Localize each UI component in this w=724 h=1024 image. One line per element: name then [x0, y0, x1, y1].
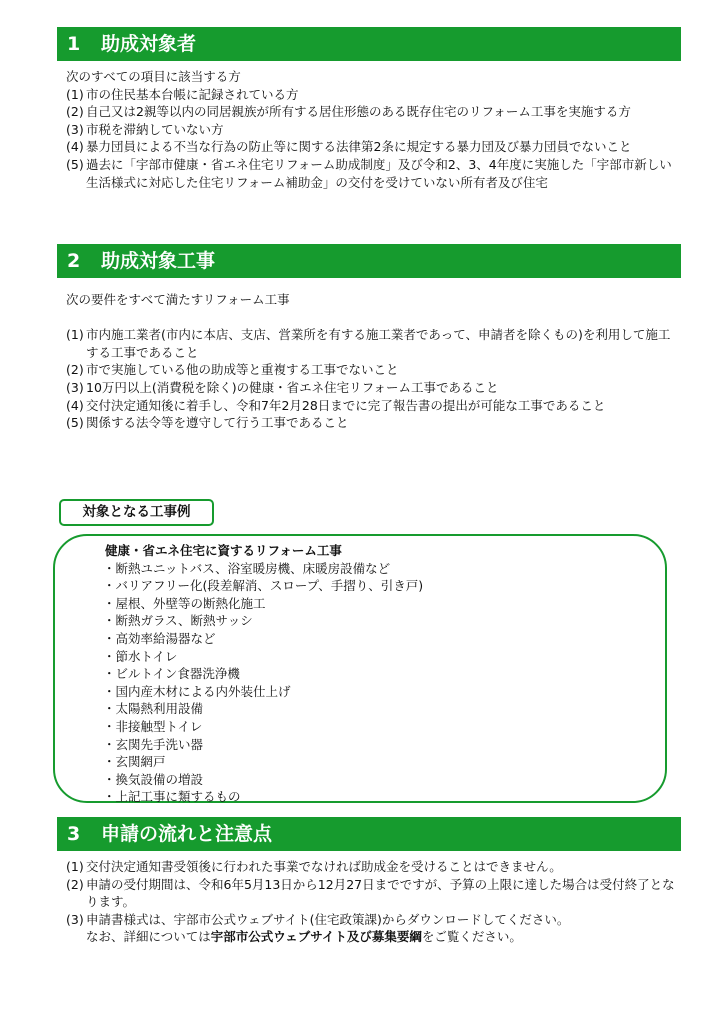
website-and-guidelines-emphasis: 宇部市公式ウェブサイト及び募集要綱 [210, 929, 422, 945]
list-item [66, 138, 676, 156]
item-number: (3) [66, 379, 84, 395]
item-text: 市税を滞納していない方 [86, 121, 224, 137]
example-item: ・節水トイレ [103, 648, 178, 664]
example-item: ・玄関先手洗い器 [103, 736, 204, 752]
examples-heading: 健康・省エネ住宅に資するリフォーム工事 [105, 543, 342, 558]
list-item [66, 103, 676, 121]
item-text-note: なお、詳細については [86, 929, 211, 945]
example-item: ・非接触型トイレ [103, 718, 203, 734]
section-1-body [66, 68, 676, 191]
list-item [66, 379, 676, 397]
item-number: (4) [66, 139, 84, 155]
item-text: 過去に「宇部市健康・省エネ住宅リフォーム助成制度」及び令和2、3、4年度に実施した「宇部市新しい生活様式に対応した住宅リフォーム補助金」の交付を受けていない所有者及び住宅 [86, 156, 672, 190]
item-text: 交付決定通知後に着手し、令和7年2月28日までに完了報告書の提出が可能な工事であること [86, 397, 606, 413]
list-item [66, 858, 676, 876]
item-text: 暴力団員による不当な行為の防止等に関する法律第2条に規定する暴力団及び暴力団員でないこと [86, 139, 632, 155]
section-number: 1 [67, 33, 81, 55]
list-item [66, 414, 676, 432]
section-title: 助成対象者 [101, 33, 197, 55]
item-text: 申請の受付期間は、令和6年5月13日から12月27日までですが、予算の上限に達した場合は受付終了となります。 [86, 876, 675, 910]
item-number: (1) [66, 327, 84, 343]
section-title: 助成対象工事 [101, 250, 216, 272]
item-number: (5) [66, 415, 84, 431]
item-number: (3) [66, 911, 84, 927]
item-text: 市内施工業者(市内に本店、支店、営業所を有する施工業者であって、申請者を除くもの)を利用して施工する工事であること [86, 327, 671, 360]
example-item: ・上記工事に類するもの [103, 789, 241, 805]
section-title: 申請の流れと注意点 [101, 823, 273, 845]
item-number: (3) [66, 121, 84, 137]
example-item: ・バリアフリー化(段差解消、スロープ、手摺り、引き戸) [103, 578, 424, 594]
item-number: (2) [66, 104, 84, 120]
item-number: (5) [66, 156, 84, 172]
list-item [66, 121, 676, 139]
section-2-body [66, 291, 676, 432]
section-3-header [57, 817, 681, 851]
list-item [66, 911, 676, 946]
examples-tag: 対象となる工事例 [59, 499, 214, 526]
example-item: ・屋根、外壁等の断熱化施工 [103, 595, 266, 611]
list-item [66, 397, 676, 415]
example-item: ・高効率給湯器など [103, 630, 216, 646]
item-text: 自己又は2親等以内の同居親族が所有する居住形態のある既存住宅のリフォーム工事を実施する方 [86, 104, 631, 120]
item-text: 関係する法令等を遵守して行う工事であること [86, 415, 349, 431]
item-text: 交付決定通知書受領後に行われた事業でなければ助成金を受けることはできません。 [86, 859, 562, 874]
section-number: 3 [67, 823, 81, 845]
item-text: 市で実施している他の助成等と重複する工事でないこと [86, 362, 399, 378]
list-item [66, 86, 676, 104]
section-2-header [57, 244, 681, 278]
section-1-header [57, 27, 681, 61]
section-3-body [66, 858, 676, 946]
example-item: ・断熱ユニットバス、浴室暖房機、床暖房設備など [103, 560, 391, 576]
item-text-note-end: をご覧ください。 [421, 929, 522, 945]
list-item [66, 326, 676, 361]
example-item: ・換気設備の増設 [103, 771, 204, 787]
item-number: (1) [66, 86, 84, 102]
example-item: ・玄関網戸 [103, 754, 166, 770]
list-item [66, 361, 676, 379]
item-text: 市の住民基本台帳に記録されている方 [86, 86, 299, 102]
example-item: ・太陽熱利用設備 [103, 701, 204, 717]
list-item [66, 876, 676, 911]
item-number: (2) [66, 362, 84, 378]
section-intro: 次の要件をすべて満たすリフォーム工事 [66, 292, 290, 307]
item-text: 申請書様式は、宇部市公式ウェブサイト(住宅政策課)からダウンロードしてください。 [86, 911, 570, 927]
item-number: (4) [66, 397, 84, 413]
list-item [66, 156, 676, 191]
item-number: (2) [66, 876, 84, 892]
item-number: (1) [66, 859, 84, 874]
section-number: 2 [67, 250, 81, 272]
example-item: ・断熱ガラス、断熱サッシ [103, 613, 253, 629]
item-text: 10万円以上(消費税を除く)の健康・省エネ住宅リフォーム工事であること [86, 379, 499, 395]
section-intro: 次のすべての項目に該当する方 [66, 69, 241, 84]
examples-box [53, 534, 667, 803]
example-item: ・ビルトイン食器洗浄機 [103, 666, 240, 682]
example-item: ・国内産木材による内外装仕上げ [103, 683, 291, 699]
